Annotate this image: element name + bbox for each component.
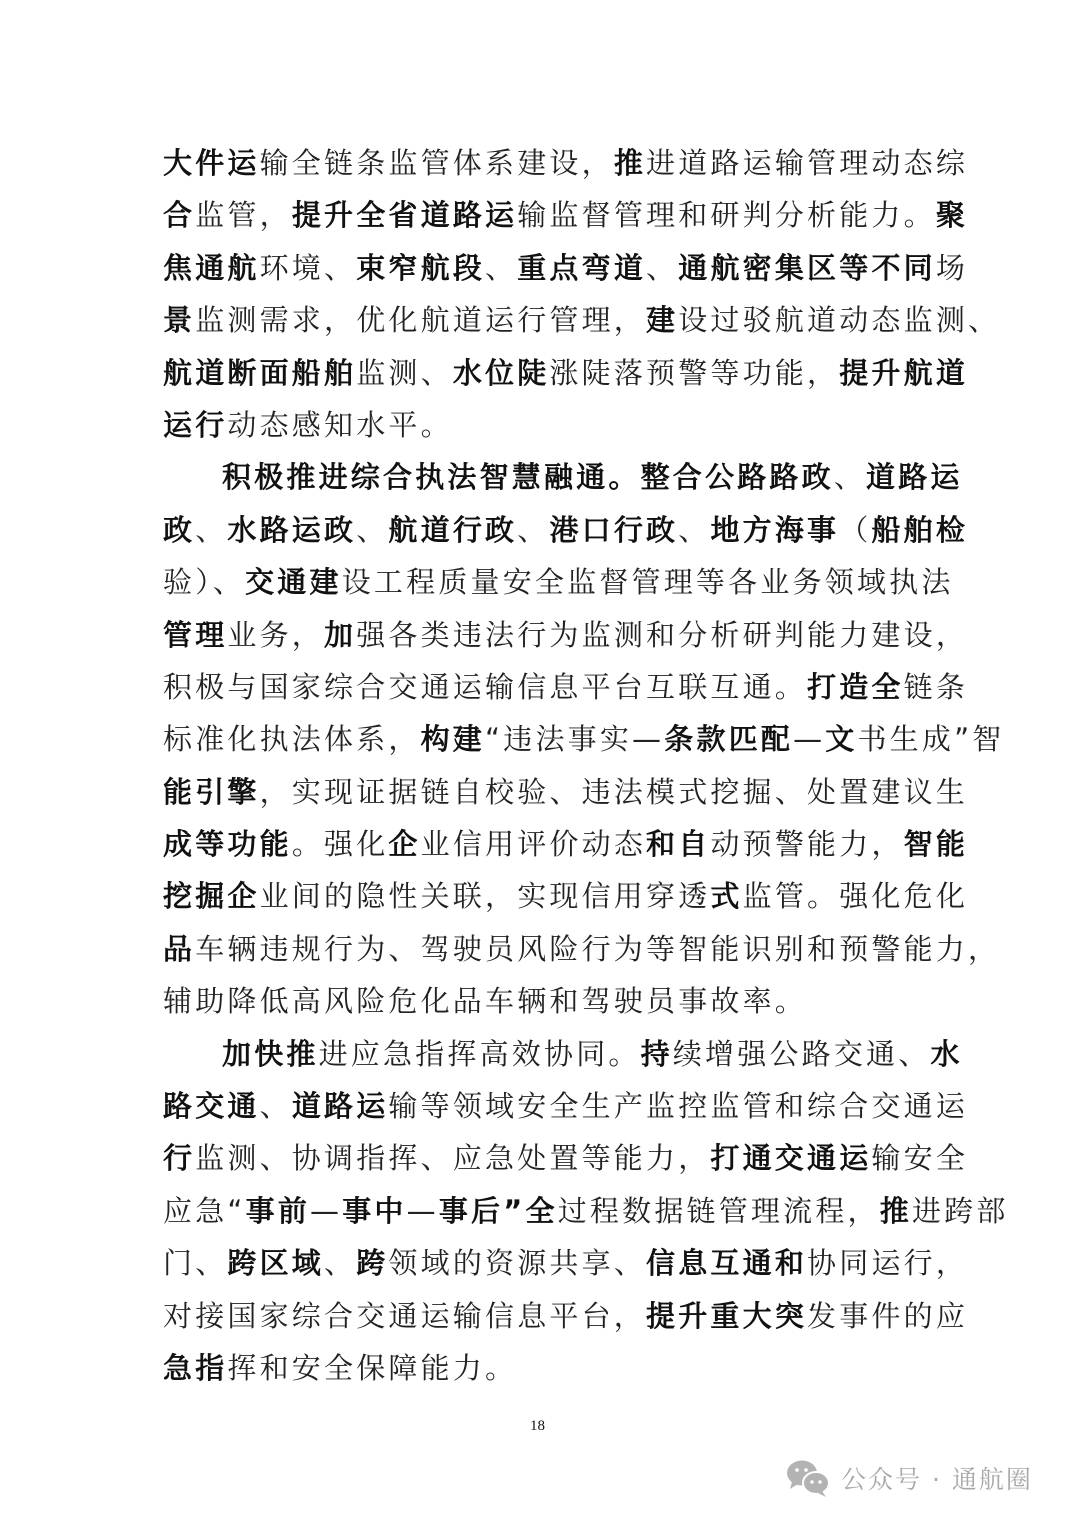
bold-text-segment: 打通交通运: [710, 1141, 872, 1176]
text-line: [163, 975, 943, 1027]
bold-text-segment: 成等功能: [163, 827, 292, 862]
text-line: [163, 189, 969, 241]
watermark-text: 公众号 · 通航圈: [841, 1465, 1033, 1494]
text-line: [163, 766, 969, 818]
text-segment: 监测、: [356, 355, 453, 390]
bold-text-segment: 建: [646, 303, 679, 338]
wechat-icon: [785, 1458, 831, 1498]
text-segment: —: [310, 1193, 343, 1228]
text-segment: 车辆违规行为、驾驶员风险行为等智能识别和预警能力，: [195, 931, 1001, 966]
text-line: [163, 1290, 969, 1342]
text-segment: 业务，: [227, 617, 325, 652]
page-number: 18: [530, 1418, 545, 1434]
text-segment: 门、: [163, 1246, 228, 1281]
text-line: [163, 556, 954, 608]
text-segment: 进道路运输管理动态综: [646, 146, 969, 180]
text-line: [163, 609, 969, 661]
text-segment: 设过驳航道动态监测、: [678, 303, 1001, 338]
bold-text-segment: 通航密集区等不同: [678, 250, 936, 285]
text-segment: 进跨部: [911, 1193, 1009, 1228]
bold-text-segment: 聚: [935, 198, 969, 233]
body-text: [163, 137, 1009, 1394]
text-segment: 领域的资源共享、: [388, 1246, 647, 1281]
text-segment: 输监督管理和研判分析能力。: [517, 198, 936, 233]
text-line: [163, 1132, 969, 1184]
bold-text-segment: 挖掘企: [163, 879, 260, 914]
bold-text-segment: 构建: [420, 722, 486, 757]
text-line: [163, 1185, 1009, 1237]
bold-text-segment: 行: [163, 1141, 196, 1176]
text-segment: 环境、: [259, 250, 357, 285]
bold-text-segment: 急指: [163, 1350, 228, 1385]
bold-text-segment: 推: [613, 146, 647, 180]
text-line: [163, 1028, 963, 1080]
text-segment: 涨陡落预警等功能，: [549, 355, 840, 390]
text-line: [163, 504, 969, 556]
bold-text-segment: 政: [163, 512, 196, 547]
text-line: [163, 1342, 943, 1394]
text-segment: 续增强公路交通、: [672, 1036, 931, 1071]
text-segment: 。强化: [291, 827, 389, 862]
bold-text-segment: 景: [163, 303, 196, 338]
bold-text-segment: 提升航道: [839, 355, 969, 390]
bold-text-segment: 焦通航: [163, 250, 260, 285]
text-segment: 标准化执法体系，: [163, 722, 421, 757]
bold-text-segment: 束窄航段: [356, 250, 486, 285]
text-segment: 辅助降低高风险危化品车辆和驾驶员事故率。: [163, 984, 808, 1019]
text-segment: 强各类违法行为监测和分析研判能力建设，: [356, 617, 969, 652]
bold-text-segment: 路交通: [163, 1089, 260, 1124]
text-segment: 对接国家综合交通运输信息平台，: [163, 1298, 647, 1333]
text-segment: —: [793, 722, 826, 757]
bold-text-segment: 持: [640, 1036, 673, 1071]
bold-text-segment: 合: [163, 198, 196, 233]
bold-text-segment: 加: [324, 617, 357, 652]
bold-text-segment: 企: [388, 827, 421, 862]
text-segment: 、: [259, 1089, 292, 1124]
bold-text-segment: 条款匹配: [664, 722, 794, 757]
text-line: [163, 870, 969, 922]
text-segment: 动态感知水平。: [227, 407, 453, 442]
text-segment: 书生成”智: [857, 722, 1005, 757]
text-segment: 进应急指挥高效协同。: [318, 1036, 641, 1071]
bold-text-segment: 管理: [163, 617, 228, 652]
bold-text-segment: 文: [825, 722, 858, 757]
bold-text-segment: 水: [930, 1036, 963, 1071]
bold-text-segment: 信息互通和: [646, 1246, 808, 1281]
bold-text-segment: 道路运: [291, 1089, 389, 1124]
bold-text-segment: 事中: [342, 1193, 407, 1228]
text-segment: 、: [646, 250, 679, 285]
bold-text-segment: 船舶检: [871, 512, 969, 547]
text-line: [163, 347, 969, 399]
bold-text-segment: 航道行政: [388, 512, 518, 547]
bold-text-segment: 和自: [646, 827, 711, 862]
text-segment: 、: [485, 250, 518, 285]
text-segment: 、: [195, 512, 228, 547]
text-segment: 协同运行，: [807, 1246, 969, 1281]
text-segment: 监管。强化危化: [742, 879, 969, 914]
bold-text-segment: 品: [163, 931, 196, 966]
bold-text-segment: 水路运政: [227, 512, 357, 547]
text-segment: 监管，: [195, 198, 292, 233]
text-segment: 监测、协调指挥、应急处置等能力，: [195, 1141, 711, 1176]
text-line: [163, 818, 969, 870]
text-line: [163, 713, 1005, 765]
bold-text-segment: 式: [710, 879, 743, 914]
bold-text-segment: 港口行政: [549, 512, 679, 547]
text-segment: 应急“: [163, 1193, 246, 1228]
text-segment: 、: [356, 512, 389, 547]
bold-text-segment: 重点弯道: [517, 250, 647, 285]
bold-text-segment: 推: [879, 1193, 912, 1228]
text-segment: 链条: [903, 669, 969, 704]
text-segment: 动预警能力，: [710, 827, 904, 862]
bold-text-segment: 跨区域: [227, 1246, 325, 1281]
text-segment: “违法事实—: [485, 722, 665, 757]
bold-text-segment: 加快推: [222, 1036, 319, 1071]
bold-text-segment: 运行: [163, 407, 228, 442]
bold-text-segment: 积极推进综合执法智慧融通。整合公路路政: [222, 460, 834, 495]
bold-text-segment: 打造全: [807, 669, 904, 704]
text-segment: （: [839, 512, 872, 547]
bold-text-segment: 水位陡: [452, 355, 550, 390]
text-segment: 、: [833, 460, 867, 495]
bold-text-segment: 提升全省道路运: [291, 198, 518, 233]
text-segment: 设工程质量安全监督管理等各业务领域执法: [341, 565, 954, 600]
text-segment: 过程数据链管理流程，: [557, 1193, 880, 1228]
text-segment: ，实现证据链自校验、违法模式挖掘、处置建议生: [259, 774, 969, 809]
text-segment: 验）、: [163, 565, 246, 600]
watermark: [785, 1458, 1033, 1498]
text-line: [163, 399, 943, 451]
text-segment: 输全链条监管体系建设，: [259, 146, 614, 180]
text-line: [163, 1080, 969, 1132]
text-segment: 发事件的应: [807, 1298, 969, 1333]
bold-text-segment: 地方海事: [710, 512, 840, 547]
text-segment: —: [406, 1193, 439, 1228]
text-segment: 业间的隐性关联，实现信用穿透: [259, 879, 711, 914]
bold-text-segment: 事前: [245, 1193, 311, 1228]
bold-text-segment: 道路运: [866, 460, 963, 495]
bold-text-segment: 航道断面船舶: [163, 355, 357, 390]
text-line: [163, 294, 1001, 346]
text-segment: 输安全: [871, 1141, 969, 1176]
bold-text-segment: 交通建: [245, 565, 342, 600]
bold-text-segment: 事后”全: [438, 1193, 558, 1228]
text-line: [163, 137, 969, 189]
bold-text-segment: 智能: [903, 827, 969, 862]
text-line: [163, 451, 963, 503]
text-segment: 输等领域安全生产监控监管和综合交通运: [388, 1089, 969, 1124]
bold-text-segment: 能引擎: [163, 774, 260, 809]
bold-text-segment: 跨: [356, 1246, 389, 1281]
text-segment: 、: [678, 512, 711, 547]
text-line: [163, 661, 969, 713]
text-line: [163, 1237, 969, 1289]
bold-text-segment: 提升重大突: [646, 1298, 808, 1333]
text-segment: 挥和安全保障能力。: [227, 1350, 518, 1385]
text-line: [163, 242, 969, 294]
text-segment: 场: [935, 250, 969, 285]
text-line: [163, 923, 1001, 975]
text-segment: 、: [324, 1246, 357, 1281]
bold-text-segment: 大件运: [163, 146, 260, 180]
text-segment: 、: [517, 512, 550, 547]
text-segment: 业信用评价动态: [420, 827, 647, 862]
text-segment: 积极与国家综合交通运输信息平台互联互通。: [163, 669, 808, 704]
text-segment: 监测需求，优化航道运行管理，: [195, 303, 647, 338]
